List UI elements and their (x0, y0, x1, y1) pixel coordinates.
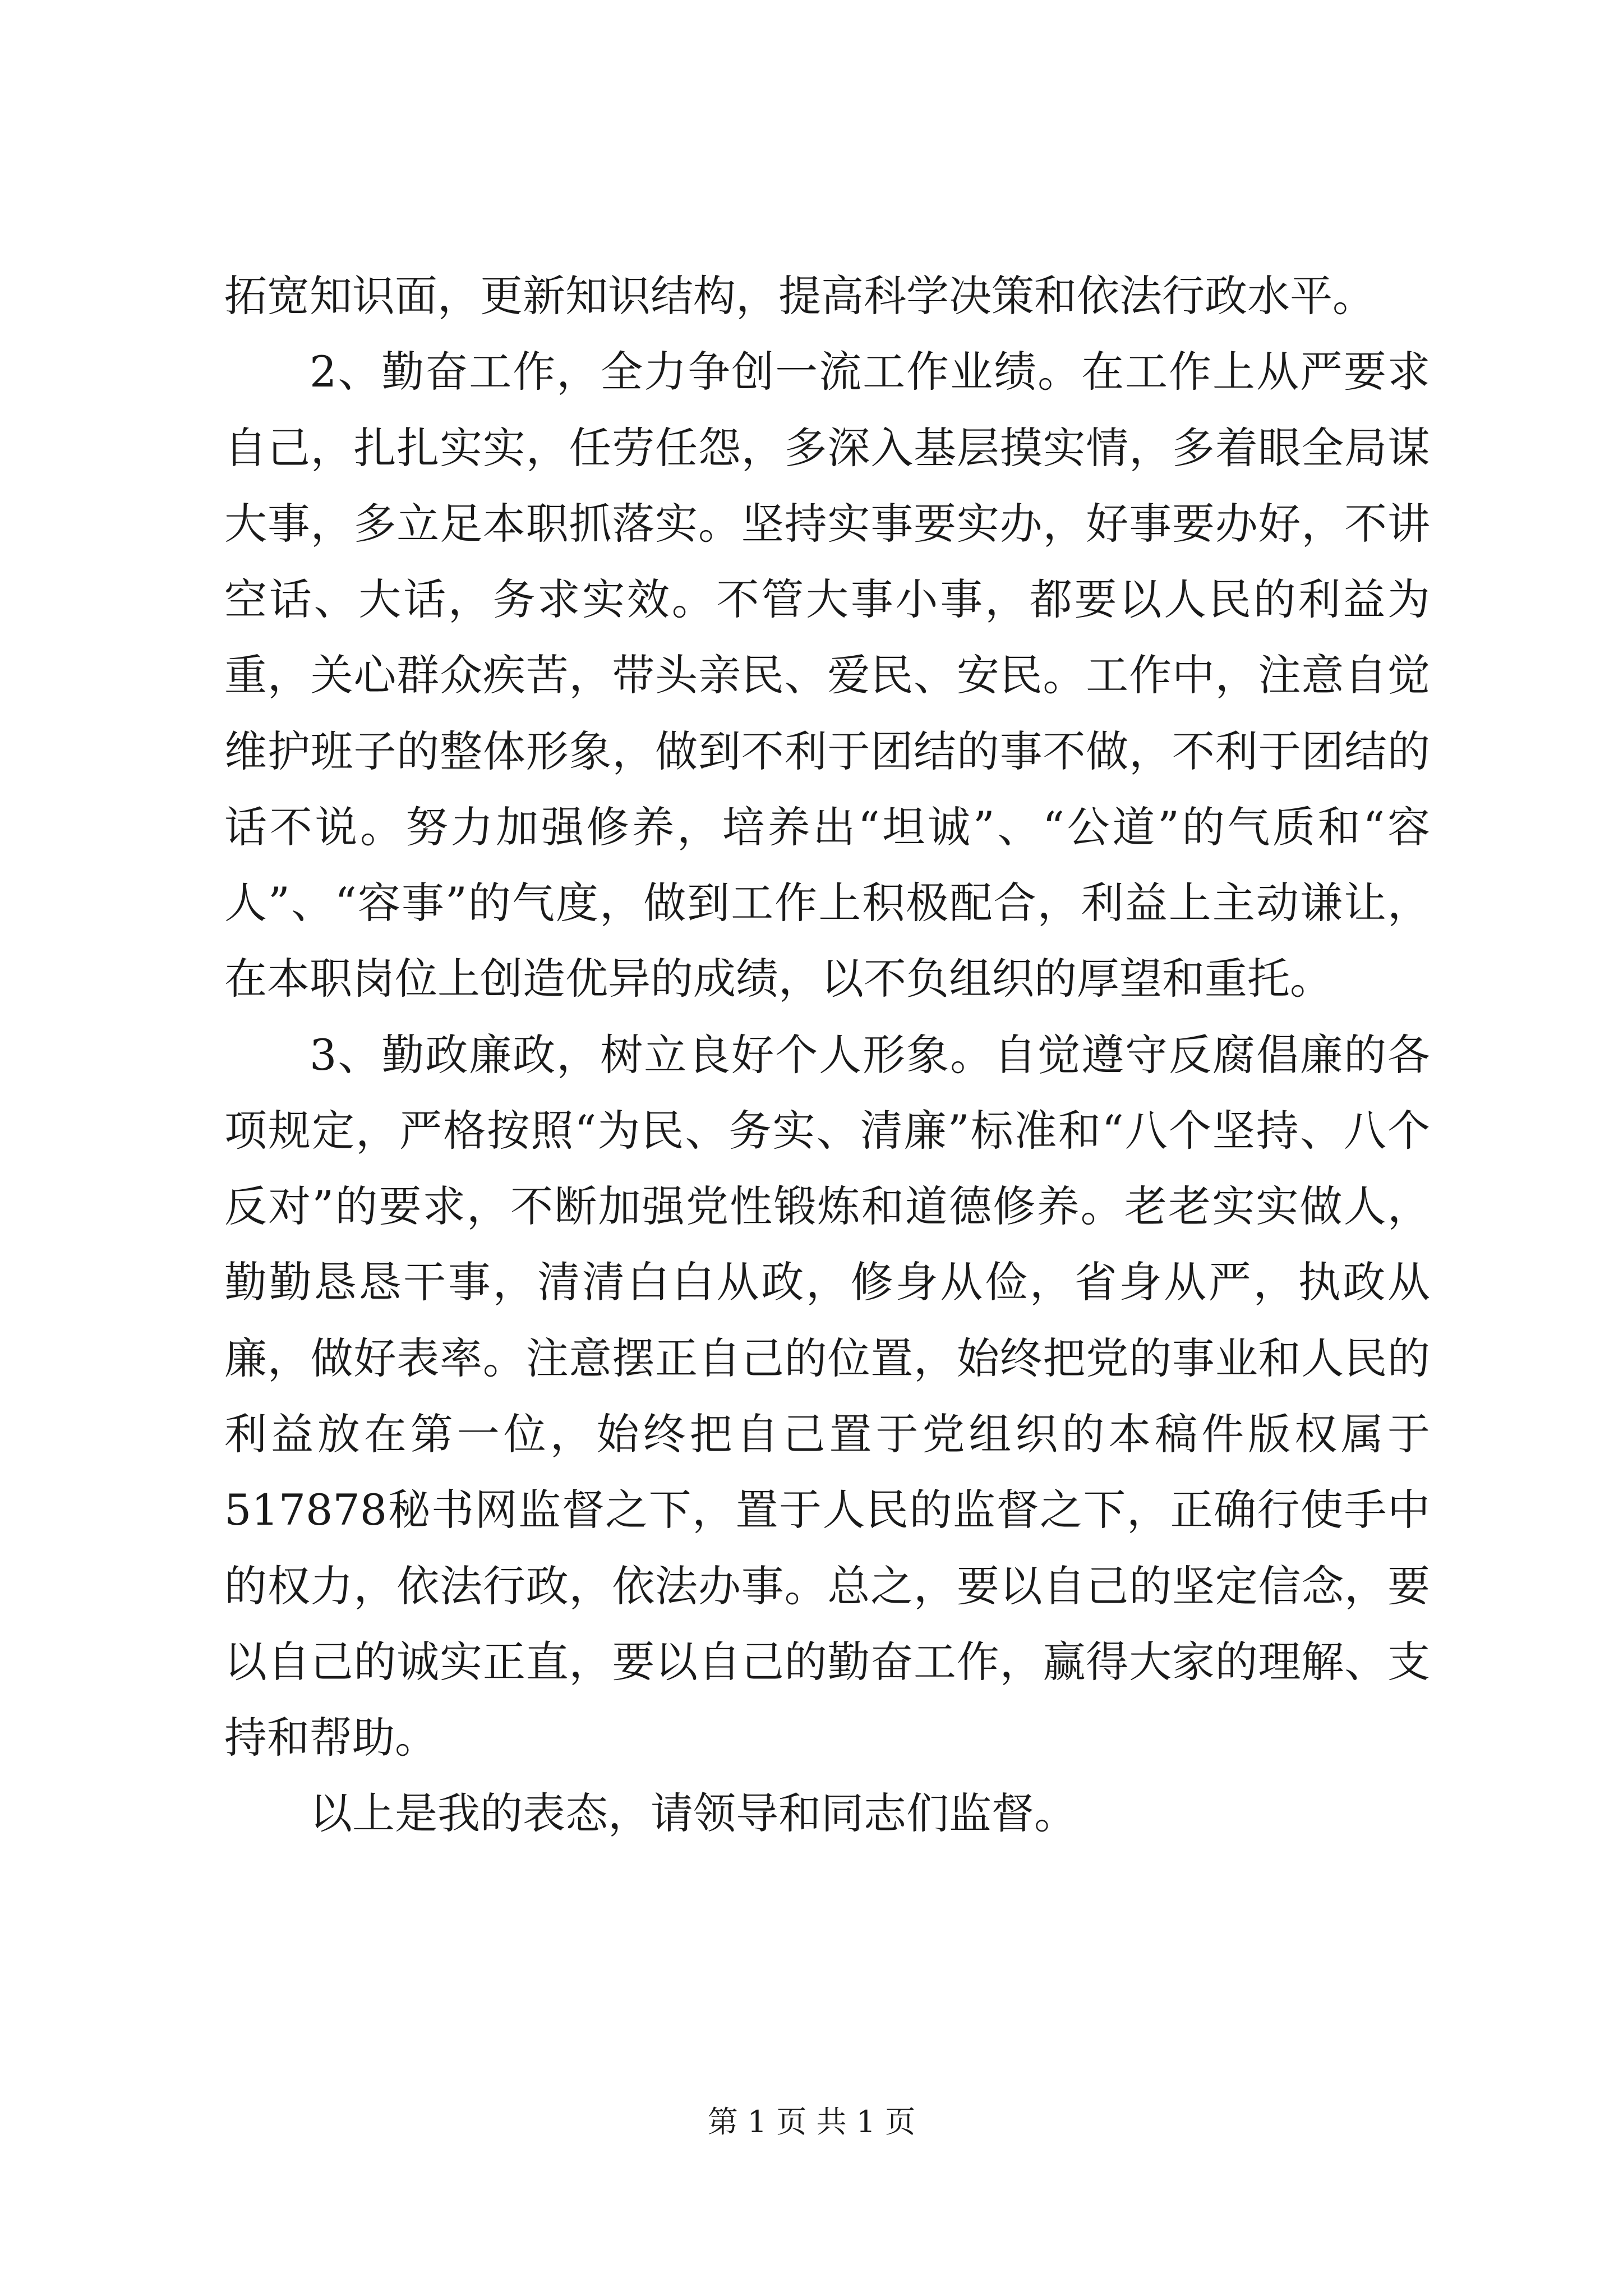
paragraph-item-3: 3、勤政廉政，树立良好个人形象。自觉遵守反腐倡廉的各项规定，严格按照“为民、务实、清廉”标准和“八个坚持、八个反对”的要求，不断加强党性锻炼和道德修养。老老实实做人，勤勤恳恳干事，清清白白从政，修身从俭，省身从严，执政从廉，做好表率。注意摆正自己的位置，始终把党的事业和人民的利益放在第一位，始终把自己置于党组织的本稿件版权属于517878秘书网监督之下，置于人民的监督之下，正确行使手中的权力，依法行政，依法办事。总之，要以自己的坚定信念，要以自己的诚实正直，要以自己的勤奋工作，赢得大家的理解、支持和帮助。 (224, 1029, 1430, 1763)
paragraph-closing: 以上是我的表态，请领导和同志们监督。 (310, 1788, 1077, 1839)
paragraph-continuation: 拓宽知识面，更新知识结构，提高科学决策和依法行政水平。 (224, 271, 1375, 321)
paragraph-item-2: 2、勤奋工作，全力争创一流工作业绩。在工作上从严要求自己，扎扎实实，任劳任怨，多深入基层摸实情，多着眼全局谋大事，多立足本职抓落实。坚持实事要实办，好事要办好，不讲空话、大话，务求实效。不管大事小事，都要以人民的利益为重，关心群众疾苦，带头亲民、爱民、安民。工作中，注意自觉维护班子的整体形象，做到不利于团结的事不做，不利于团结的话不说。努力加强修养，培养出“坦诚”、“公道”的气质和“容人”、“容事”的气度，做到工作上积极配合，利益上主动谦让，在本职岗位上创造优异的成绩，以不负组织的厚望和重托。 (224, 347, 1430, 1004)
document-body (224, 258, 1430, 1852)
page-footer: 第 1 页 共 1 页 (707, 2104, 916, 2139)
